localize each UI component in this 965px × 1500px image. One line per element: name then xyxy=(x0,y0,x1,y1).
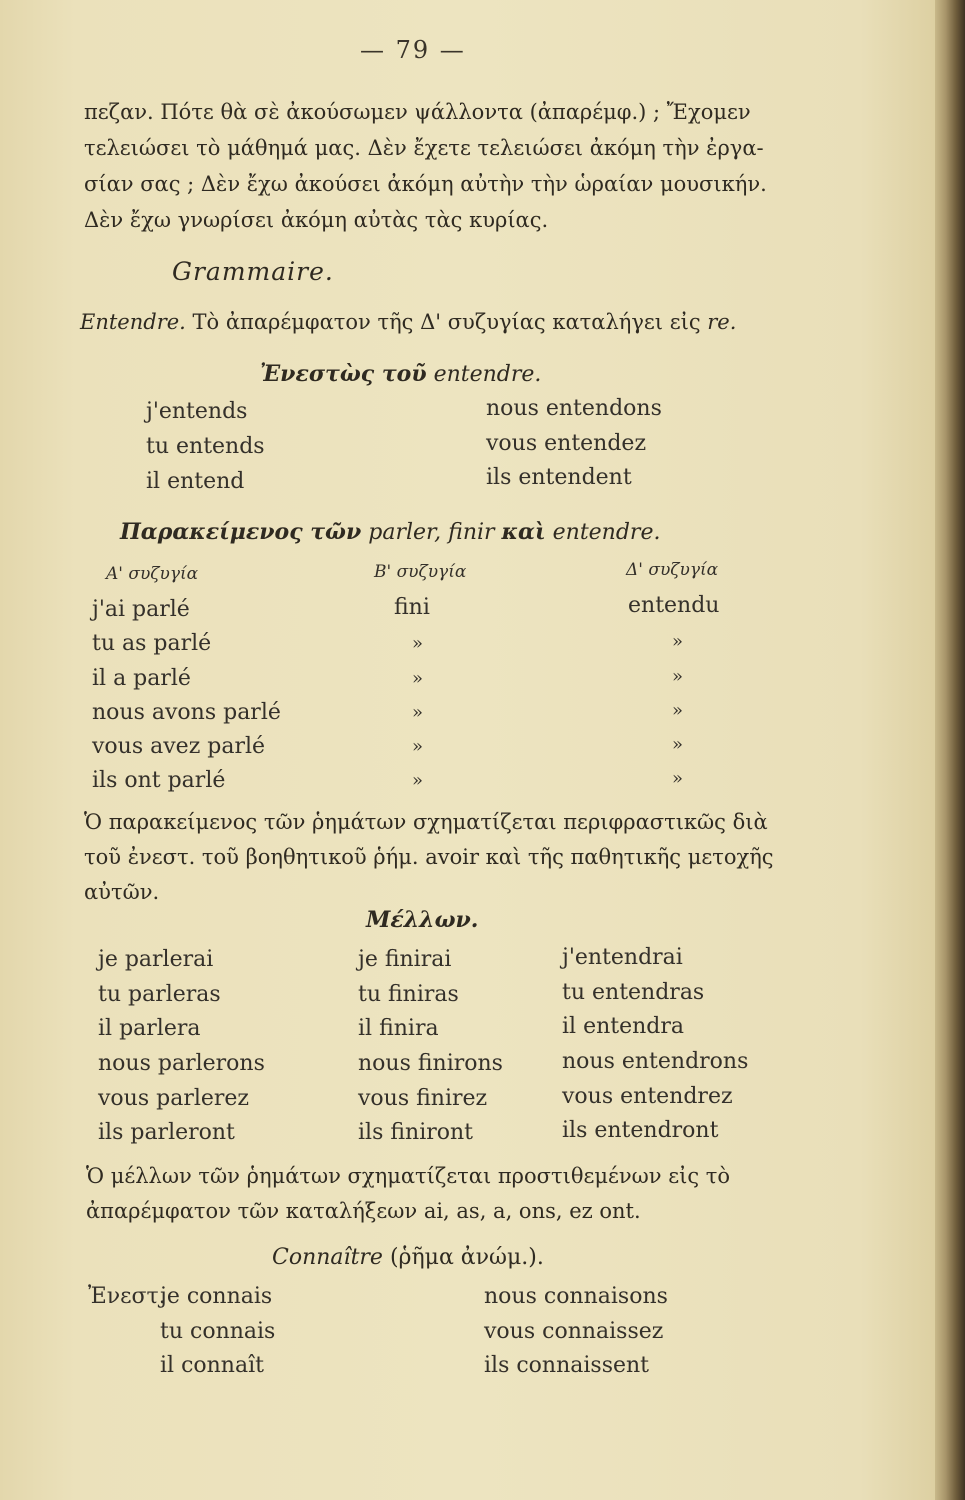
entendre-text: Τὸ ἀπαρέμφατον τῆς Δ' συζυγίας καταλήγει εἰς xyxy=(185,310,701,334)
perfect-col1-row6: ils ont parlé xyxy=(92,768,226,793)
perfect-col3-row3: » xyxy=(672,666,684,687)
future-col1-row6: ils parleront xyxy=(98,1120,235,1145)
perfect-col2-row2: » xyxy=(412,633,424,654)
future-col3-row1: j'entendrai xyxy=(562,945,683,970)
future-col1-row5: vous parlerez xyxy=(98,1086,250,1111)
present-right-3: ils entendent xyxy=(486,465,632,490)
present-left-2: tu entends xyxy=(146,434,265,459)
perfect-note-line-1: Ὁ παρακείμενος τῶν ῥημάτων σχηματίζεται περιφραστικῶς διὰ xyxy=(84,810,768,834)
future-col3-row5: vous entendrez xyxy=(562,1084,733,1109)
present-right-2: vous entendez xyxy=(486,431,647,456)
perfect-col3-row2: » xyxy=(672,631,684,652)
present-heading xyxy=(260,360,541,389)
connaitre-heading-greek: (ῥῆμα ἀνώμ.). xyxy=(382,1245,544,1270)
perfect-heading-french-1: parler, finir xyxy=(368,520,495,545)
intro-line-2: τελειώσει τὸ μάθημά μας. Δὲν ἔχετε τελειώσει ἀκόμη τὴν ἐργα- xyxy=(84,136,764,160)
perfect-col1-row5: vous avez parlé xyxy=(92,734,266,759)
perfect-heading-greek: Παρακείμενος τῶν xyxy=(120,519,362,545)
intro-line-3: σίαν σας ; Δὲν ἔχω ἀκούσει ἀκόμη αὐτὴν τὴν ὡραίαν μουσικήν. xyxy=(84,172,767,196)
connaitre-right-2: vous connaissez xyxy=(484,1319,664,1344)
connaitre-right-3: ils connaissent xyxy=(484,1353,650,1378)
future-note-line-1: Ὁ μέλλων τῶν ῥημάτων σχηματίζεται προστιθεμένων εἰς τὸ xyxy=(86,1164,731,1188)
future-col1-row1: je parlerai xyxy=(98,947,214,972)
perfect-col1-row4: nous avons parlé xyxy=(92,700,281,725)
perfect-col2-row3: » xyxy=(412,668,424,689)
future-col1-row4: nous parlerons xyxy=(98,1051,265,1076)
future-col3-row4: nous entendrons xyxy=(562,1049,749,1074)
perfect-heading-and: καὶ xyxy=(501,519,546,545)
future-col2-row4: nous finirons xyxy=(358,1051,503,1076)
perfect-col1-row2: tu as parlé xyxy=(92,631,212,656)
page-number: — 79 — xyxy=(360,36,466,64)
perfect-col3-row4: » xyxy=(672,700,684,721)
future-col2-row6: ils finiront xyxy=(358,1120,474,1145)
connaitre-label: Ἐνεστ. xyxy=(88,1284,166,1309)
future-heading: Μέλλων. xyxy=(366,907,479,933)
future-col2-row2: tu finiras xyxy=(358,982,459,1007)
perfect-col1-row3: il a parlé xyxy=(92,666,191,691)
future-col3-row2: tu entendras xyxy=(562,980,705,1005)
perfect-col2-row4: » xyxy=(412,702,424,723)
entendre-intro xyxy=(80,308,736,336)
perfect-col2-row6: » xyxy=(412,770,424,791)
intro-line-4: Δὲν ἔχω γνωρίσει ἀκόμη αὐτὰς τὰς κυρίας. xyxy=(84,208,549,232)
future-col2-row5: vous finirez xyxy=(358,1086,488,1111)
perfect-note-line-3: αὐτῶν. xyxy=(84,880,160,904)
connaitre-left-2: tu connais xyxy=(160,1319,276,1344)
perfect-heading-french-2: entendre. xyxy=(552,520,661,545)
future-col3-row6: ils entendront xyxy=(562,1118,719,1143)
perfect-col3-row1: entendu xyxy=(628,593,720,618)
connaitre-left-3: il connaît xyxy=(160,1353,264,1378)
present-heading-french: entendre. xyxy=(433,362,542,387)
perfect-col3-row6: » xyxy=(672,768,684,789)
present-left-1: j'entends xyxy=(146,399,248,424)
entendre-word: Entendre. xyxy=(80,310,186,334)
perfect-col3-row5: » xyxy=(672,734,684,755)
present-heading-greek: Ἐνεστὼς τοῦ xyxy=(260,361,427,387)
entendre-ending: re. xyxy=(700,310,737,334)
connaitre-heading xyxy=(272,1244,544,1272)
page-edge xyxy=(935,0,965,1500)
perfect-note-line-2: τοῦ ἐνεστ. τοῦ βοηθητικοῦ ῥήμ. avoir καὶ τῆς παθητικῆς μετοχῆς xyxy=(84,845,774,869)
future-col2-row1: je finirai xyxy=(358,947,452,972)
perfect-col2-row1: fini xyxy=(394,595,430,620)
perfect-heading xyxy=(120,518,660,547)
perfect-col2-row5: » xyxy=(412,736,424,757)
future-col3-row3: il entendra xyxy=(562,1014,684,1039)
intro-line-1: πεζαν. Πότε θὰ σὲ ἀκούσωμεν ψάλλοντα (ἀπαρέμφ.) ; Ἔχομεν xyxy=(84,100,751,124)
connaitre-heading-french: Connaître xyxy=(272,1245,383,1270)
connaitre-left-1: je connais xyxy=(160,1284,273,1309)
future-col2-row3: il finira xyxy=(358,1016,439,1041)
perfect-col1-header: Α' συζυγία xyxy=(106,564,199,584)
present-left-3: il entend xyxy=(146,469,245,494)
perfect-col2-header: Β' συζυγία xyxy=(374,562,467,582)
future-col1-row3: il parlera xyxy=(98,1016,201,1041)
future-col1-row2: tu parleras xyxy=(98,982,221,1007)
perfect-col1-row1: j'ai parlé xyxy=(92,597,190,622)
grammaire-title: Grammaire. xyxy=(172,257,334,286)
future-note-line-2: ἀπαρέμφατον τῶν καταλήξεων ai, as, a, ons, ez ont. xyxy=(86,1199,641,1223)
perfect-col3-header: Δ' συζυγία xyxy=(626,560,719,580)
present-right-1: nous entendons xyxy=(486,396,662,421)
connaitre-right-1: nous connaisons xyxy=(484,1284,668,1309)
